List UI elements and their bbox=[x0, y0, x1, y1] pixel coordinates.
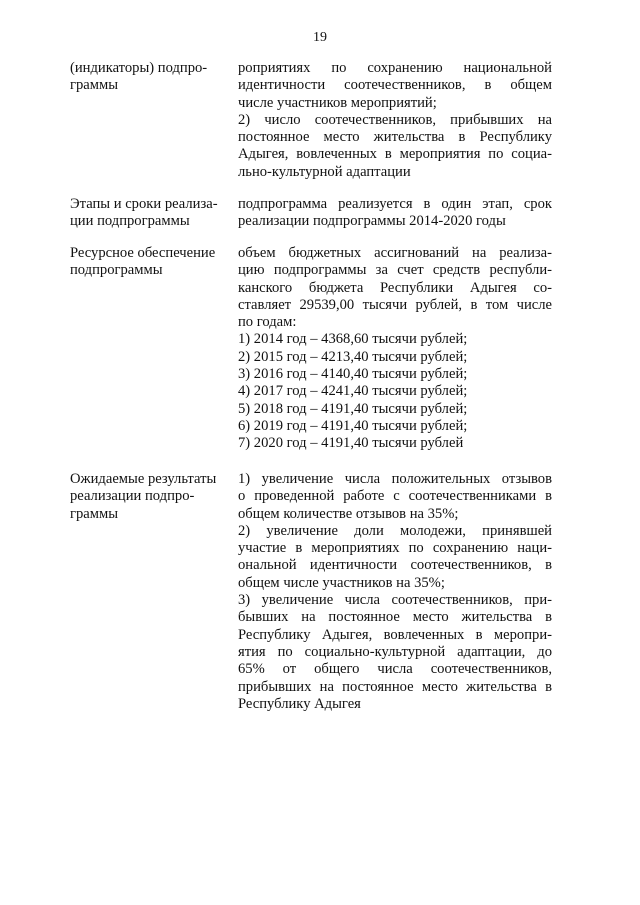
section-content bbox=[238, 196, 552, 231]
content-line: 3) увеличение числа соотечественников, при- bbox=[238, 592, 552, 609]
label-line: Ожидаемые результаты bbox=[70, 471, 217, 487]
content-line: постоянное место жительства в Республику bbox=[238, 129, 552, 146]
content-line: бывших на постоянное место жительства в bbox=[238, 609, 552, 626]
section-label bbox=[70, 60, 230, 95]
content-line: идентичности соотечественников, в общем bbox=[238, 77, 552, 94]
content-line: 1) увеличение числа положительных отзывов bbox=[238, 471, 552, 487]
content-line: ональной идентичности соотечественников, в bbox=[238, 557, 552, 574]
label-line: Ресурсное обеспечение bbox=[70, 245, 216, 261]
content-line: льно-культурной адаптации bbox=[238, 163, 411, 180]
content-line: канского бюджета Республики Адыгея со- bbox=[238, 279, 552, 296]
content-line: 2) увеличение доли молодежи, принявшей bbox=[238, 522, 552, 539]
content-line: ятия по социально-культурной адаптации, до bbox=[238, 643, 552, 660]
label-line: подпрограммы bbox=[70, 262, 163, 279]
content-line: по годам: bbox=[238, 314, 297, 331]
content-line: объем бюджетных ассигнований на реализа- bbox=[238, 245, 552, 261]
content-line: Республику Адыгея bbox=[238, 695, 361, 712]
section-content bbox=[238, 60, 552, 181]
content-line: роприятиях по сохранению национальной bbox=[238, 60, 552, 76]
content-line: 4) 2017 год – 4241,40 тысячи рублей; bbox=[238, 383, 468, 400]
content-line: подпрограмма реализуется в один этап, срок bbox=[238, 196, 552, 212]
content-line: ставляет 29539,00 тысячи рублей, в том числе bbox=[238, 296, 552, 313]
label-line: Этапы и сроки реализа- bbox=[70, 196, 218, 212]
section-content bbox=[238, 471, 552, 713]
content-line: Республику Адыгея, вовлеченных в меропри- bbox=[238, 626, 552, 643]
content-line: 1) 2014 год – 4368,60 тысячи рублей; bbox=[238, 331, 468, 348]
content-line: участие в мероприятиях по сохранению наци- bbox=[238, 540, 552, 557]
content-line: 2) 2015 год – 4213,40 тысячи рублей; bbox=[238, 348, 468, 365]
content-line: 5) 2018 год – 4191,40 тысячи рублей; bbox=[238, 400, 468, 417]
content-line: 7) 2020 год – 4191,40 тысячи рублей bbox=[238, 435, 464, 452]
label-line: реализации подпро- bbox=[70, 488, 195, 505]
content-line: прибывших на постоянное место жительства в bbox=[238, 678, 552, 695]
label-line: граммы bbox=[70, 77, 119, 94]
page-number: 19 bbox=[313, 30, 327, 45]
label-line: (индикаторы) подпро- bbox=[70, 60, 208, 76]
section-label bbox=[70, 245, 230, 280]
content-line: о проведенной работе с соотечественниками в bbox=[238, 488, 552, 505]
content-line: 6) 2019 год – 4191,40 тысячи рублей; bbox=[238, 417, 468, 434]
content-line: 3) 2016 год – 4140,40 тысячи рублей; bbox=[238, 366, 468, 383]
content-line: общем количестве отзывов на 35%; bbox=[238, 505, 459, 522]
content-line: Адыгея, вовлеченных в мероприятия по социа- bbox=[238, 146, 552, 163]
section-content bbox=[238, 245, 552, 453]
content-line: общем числе участников на 35%; bbox=[238, 574, 445, 591]
content-line: 65% от общего числа соотечественников, bbox=[238, 661, 552, 678]
content-line: цию подпрограммы за счет средств республи- bbox=[238, 262, 552, 279]
label-line: ции подпрограммы bbox=[70, 213, 190, 230]
section-label bbox=[70, 196, 230, 231]
section-label bbox=[70, 471, 230, 523]
content-line: числе участников мероприятий; bbox=[238, 94, 437, 111]
label-line: граммы bbox=[70, 505, 119, 522]
content-line: реализации подпрограммы 2014-2020 годы bbox=[238, 213, 506, 230]
content-line: 2) число соотечественников, прибывших на bbox=[238, 111, 552, 128]
